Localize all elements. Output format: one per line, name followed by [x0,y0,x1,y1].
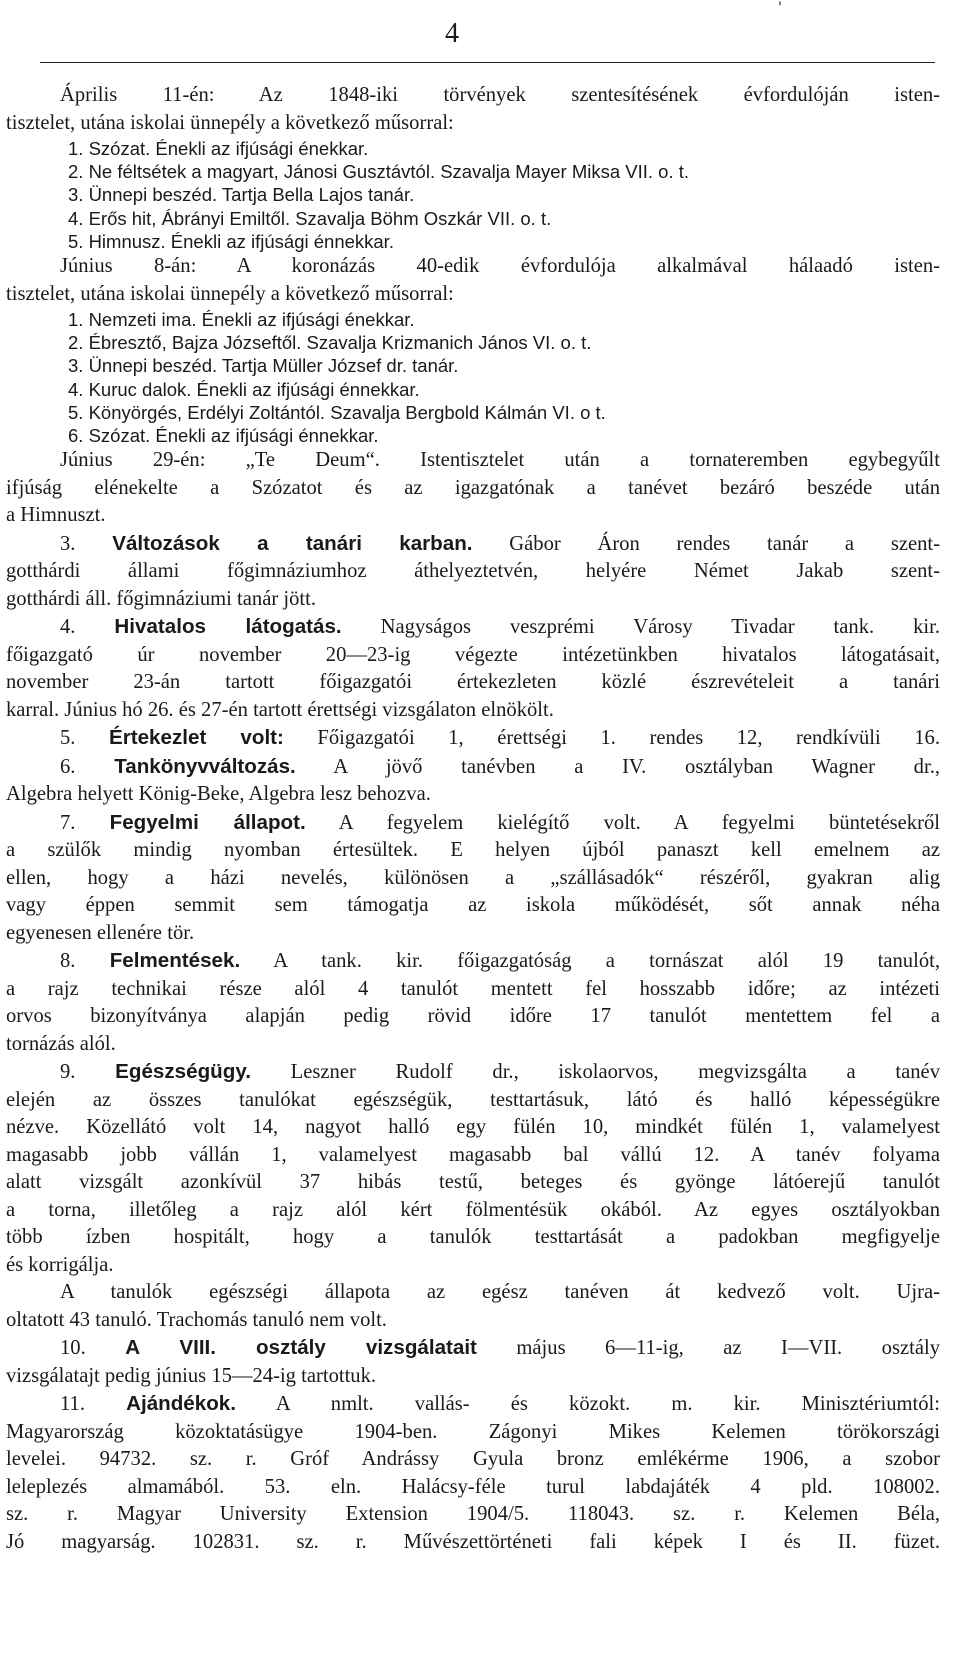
text-fragment: Főigazgatói 1, érettségi 1. rendes 12, rendkívüli 16. [283,727,940,750]
text-line: gotthárdi állami főgimnáziumhoz áthelyeztetvén, helyére Német Jakab szent- [6,560,940,583]
section-11-donations [0,1390,960,1556]
section-number: 4. [60,616,76,639]
text-line [6,530,940,559]
list-item: 3. Ünnepi beszéd. Tartja Bella Lajos tanár. [68,184,415,206]
text-line: nézve. Közellátó volt 14, nagyot halló egy fülén 10, mindkét fülén 1, valamelyest [6,1116,940,1139]
text-line: orvos bizonyítványa alapján pedig rövid időre 17 tanulót mentettem fel a [6,1005,940,1028]
section-heading: Ajándékok. [126,1392,236,1416]
text-line: Június 29-én: „Te Deum“. Istentisztelet után a tornateremben egybegyűlt [60,449,940,472]
section-number: 10. [60,1337,86,1360]
section-heading: Tankönyvváltozás. [114,754,296,778]
section-9-health [0,1058,960,1279]
text-fragment: A tank. kir. főigazgatóság a tornászat alól 19 tanulót, [240,950,940,973]
list-item: 5. Könyörgés, Erdélyi Zoltántól. Szavalja Bergbold Kálmán VI. o t. [68,401,606,423]
text-line: a szülők mindig nyomban értesültek. E helyen újból panaszt kell emelnem az [6,839,940,862]
section-number: 5. [60,727,76,750]
text-line [6,1334,940,1363]
text-line: gotthárdi áll. főgimnáziumi tanár jött. [6,587,316,610]
text-fragment: Nagyságos veszprémi Városy Tivadar tank. kir. [341,616,940,639]
text-line: elején az összes tanulókat egészségük, testtartásuk, látó és halló képességükre [6,1088,940,1111]
section-number: 6. [60,755,76,778]
text-line: a rajz technikai része alól 4 tanulót mentett fel hosszabb időre; az intézeti [6,977,940,1000]
section-number: 9. [60,1061,76,1084]
program-list-june [0,308,960,447]
page-body [0,82,960,1556]
section-heading: A VIII. osztály vizsgálatait [125,1336,477,1360]
text-line: alatt vizsgált azonkívül 37 hibás testű, beteges és gyönge látóerejű tanulót [6,1171,940,1194]
text-line: Június 8-án: A koronázás 40-edik évfordulója alkalmával hálaadó isten- [60,255,940,278]
header-rule [40,62,935,63]
corner-mark: ' [778,0,782,16]
text-line: ifjúság elénekelte a Szózatot és az igazgatónak a tanévet bezáró beszéde után [6,476,940,499]
section-number: 11. [60,1393,85,1416]
text-line: november 23-án tartott főigazgatói értekezleten közlé észrevételeit a tanári [6,671,940,694]
list-item: 2. Ne féltsétek a magyart, Jánosi Gusztávtól. Szavalja Mayer Miksa VII. o. t. [68,161,690,183]
text-line: a Himnuszt. [6,504,106,527]
section-7-discipline [0,809,960,948]
text-line: Magyarország közoktatásügye 1904-ben. Zágonyi Mikes Kelemen törökországi [6,1420,940,1443]
program-list-april [0,137,960,253]
text-line: a torna, illetőleg a rajz alól kért fölmentésük okából. Az egyes osztályokban [6,1198,940,1221]
text-line: vagy éppen semmit sem támogatja az iskola működését, sőt annak néha [6,894,940,917]
section-6-textbook-change [0,753,960,809]
section-heading: Egészségügy. [115,1060,251,1084]
section-3-staff-changes [0,530,960,614]
text-line: főigazgató úr november 20—23-ig végezte intézetünkben hivatalos látogatásait, [6,643,940,666]
text-fragment: A nmlt. vallás- és közokt. m. kir. Minisztériumtól: [235,1393,940,1416]
text-line [6,1058,940,1087]
list-item: 5. Himnusz. Énekli az ifjúsági énnekkar. [68,230,394,252]
text-line: tisztelet, utána iskolai ünnepély a következő műsorral: [6,111,454,134]
paragraph-june-29 [0,447,960,530]
text-line: és korrigálja. [6,1253,114,1276]
section-heading: Változások a tanári karban. [112,531,473,555]
list-item: 2. Ébresztő, Bajza Józseftől. Szavalja Krizmanich János VI. o. t. [68,332,592,354]
paragraph-april-11 [0,82,960,137]
text-line: Jó magyarság. 102831. sz. r. Művészettörténeti fali képek I és II. füzet. [6,1530,940,1553]
section-heading: Hivatalos látogatás. [114,615,342,639]
list-item: 4. Kuruc dalok. Énekli az ifjúsági énnekkar. [68,378,420,400]
text-fragment: május 6—11-ig, az I—VII. osztály [476,1337,940,1360]
text-line [6,753,940,782]
text-fragment: A jövő tanévben a IV. osztályban Wagner dr., [295,755,941,778]
text-fragment: Gábor Áron rendes tanár a szent- [472,532,940,555]
section-number: 8. [60,950,76,973]
text-line: több ízben hospitált, hogy a tanulók testtartását a padokban megfigyelje [6,1226,940,1249]
text-line: A tanulók egészségi állapota az egész tanéven át kedvező volt. Ujra- [60,1281,940,1304]
text-line: tornázás alól. [6,1032,116,1055]
text-line [6,724,940,753]
section-4-official-visit [0,613,960,724]
section-8-exemptions [0,947,960,1058]
section-number: 3. [60,532,76,555]
text-fragment: A fegyelem kielégítő volt. A fegyelmi büntetésekről [305,811,940,834]
paragraph-june-8 [0,253,960,308]
text-line [6,947,940,976]
section-number: 7. [60,811,76,834]
text-line: karral. Június hó 26. és 27-én tartott érettségi vizsgálaton elnökölt. [6,698,554,721]
section-heading: Fegyelmi állapot. [109,810,306,834]
section-heading: Felmentések. [109,949,241,973]
section-9-health-continued [0,1279,960,1334]
text-line: magasabb jobb vállán 1, valamelyest magasabb bal vállú 12. A tanév folyama [6,1143,940,1166]
page-number: 4 [445,18,459,49]
text-line [6,809,940,838]
list-item: 3. Ünnepi beszéd. Tartja Müller József dr. tanár. [68,355,459,377]
list-item: 6. Szózat. Énekli az ifjúsági énnekkar. [68,425,379,447]
text-line: Algebra helyett König-Beke, Algebra lesz behozva. [6,783,431,806]
text-line: ellen, hogy a házi nevelés, különösen a „szállásadók“ részéről, gyakran alig [6,866,940,889]
list-item: 1. Nemzeti ima. Énekli az ifjúsági énekkar. [68,309,415,331]
text-line: tisztelet, utána iskolai ünnepély a következő műsorral: [6,282,454,305]
text-line: leleplezés almamából. 53. eln. Halácsy-féle turul labdajáték 4 pld. 108002. [6,1475,940,1498]
section-5-conferences [0,724,960,753]
list-item: 1. Szózat. Énekli az ifjúsági énekkar. [68,138,369,159]
text-line: vizsgálatajt pedig június 15—24-ig tartottuk. [6,1364,377,1387]
text-line: oltatott 43 tanuló. Trachomás tanuló nem volt. [6,1308,387,1331]
section-heading: Értekezlet volt: [109,726,284,750]
text-fragment: Leszner Rudolf dr., iskolaorvos, megvizsgálta a tanév [250,1061,940,1084]
text-line: levelei. 94732. sz. r. Gróf Andrássy Gyula bronz emlékérme 1906, a szobor [6,1448,940,1471]
text-line [6,1390,940,1419]
text-line: sz. r. Magyar University Extension 1904/5. 118043. sz. r. Kelemen Béla, [6,1503,940,1526]
text-line [6,613,940,642]
list-item: 4. Erős hit, Ábrányi Emiltől. Szavalja Böhm Oszkár VII. o. t. [68,207,552,229]
text-line: egyenesen ellenére tör. [6,921,195,944]
text-line: Április 11-én: Az 1848-iki törvények szentesítésének évfordulóján isten- [60,84,940,106]
section-10-exams [0,1334,960,1390]
